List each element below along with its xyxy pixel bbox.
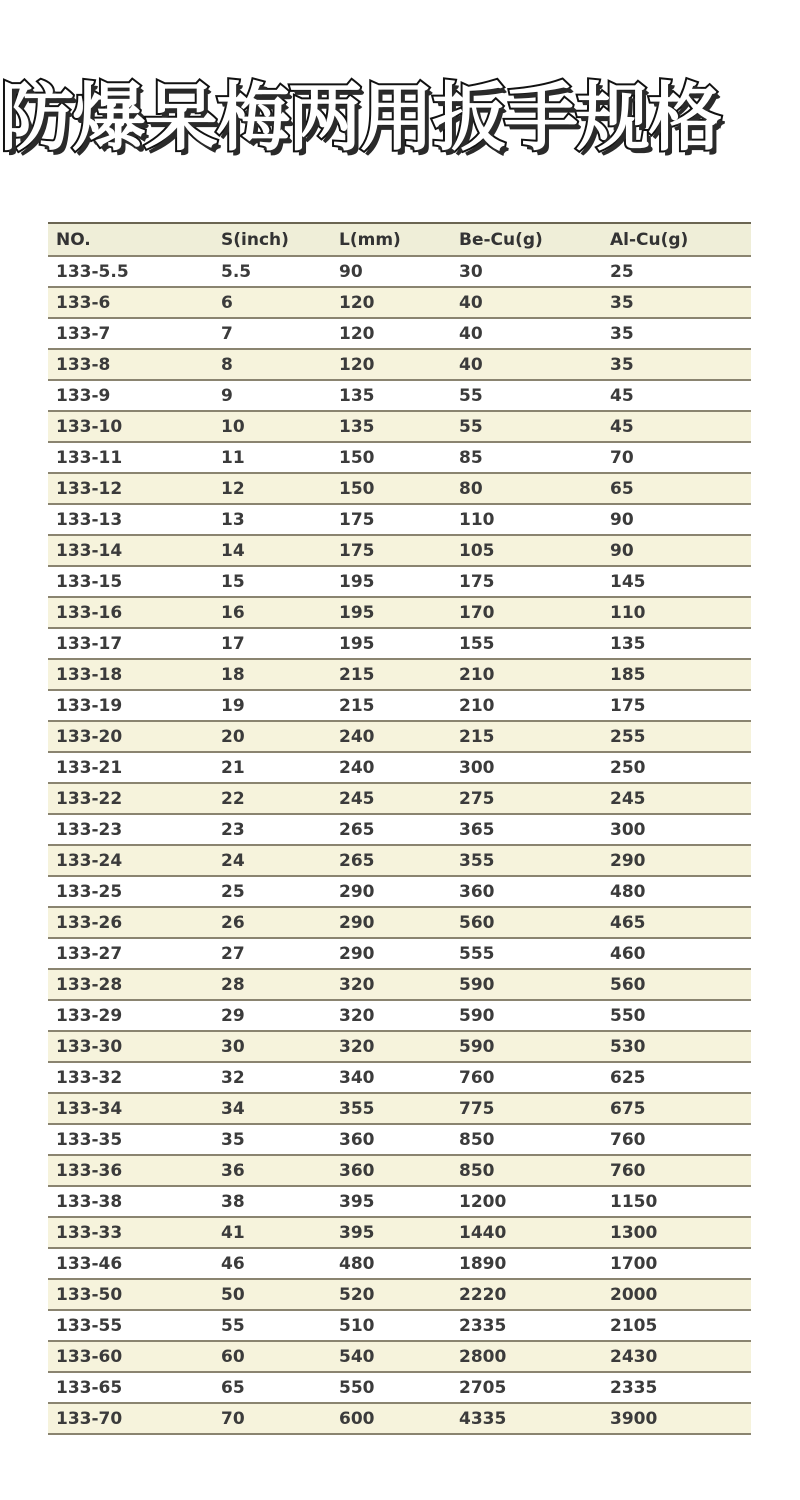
cell-no: 133-14 [48, 535, 213, 566]
cell-al-cu-weight: 465 [602, 907, 751, 938]
cell-al-cu-weight: 70 [602, 442, 751, 473]
cell-al-cu-weight: 1700 [602, 1248, 751, 1279]
cell-be-cu-weight: 2705 [451, 1372, 602, 1403]
cell-size: 34 [213, 1093, 331, 1124]
cell-no: 133-26 [48, 907, 213, 938]
table-row [48, 1248, 751, 1279]
cell-al-cu-weight: 25 [602, 256, 751, 287]
cell-no: 133-21 [48, 752, 213, 783]
cell-no: 133-55 [48, 1310, 213, 1341]
table-row [48, 504, 751, 535]
cell-al-cu-weight: 2000 [602, 1279, 751, 1310]
cell-be-cu-weight: 850 [451, 1124, 602, 1155]
cell-al-cu-weight: 675 [602, 1093, 751, 1124]
cell-be-cu-weight: 850 [451, 1155, 602, 1186]
table-header-row [48, 223, 751, 256]
cell-size: 55 [213, 1310, 331, 1341]
cell-length: 360 [331, 1124, 451, 1155]
cell-be-cu-weight: 275 [451, 783, 602, 814]
table-row [48, 473, 751, 504]
cell-al-cu-weight: 550 [602, 1000, 751, 1031]
cell-be-cu-weight: 2335 [451, 1310, 602, 1341]
cell-al-cu-weight: 45 [602, 380, 751, 411]
cell-size: 60 [213, 1341, 331, 1372]
table-header [48, 223, 751, 256]
spec-table [48, 222, 751, 1435]
cell-be-cu-weight: 210 [451, 690, 602, 721]
table-row [48, 1217, 751, 1248]
cell-no: 133-28 [48, 969, 213, 1000]
cell-size: 70 [213, 1403, 331, 1434]
cell-size: 19 [213, 690, 331, 721]
cell-no: 133-9 [48, 380, 213, 411]
cell-al-cu-weight: 90 [602, 504, 751, 535]
cell-length: 290 [331, 876, 451, 907]
cell-length: 600 [331, 1403, 451, 1434]
cell-length: 120 [331, 318, 451, 349]
cell-al-cu-weight: 1150 [602, 1186, 751, 1217]
cell-size: 20 [213, 721, 331, 752]
cell-length: 265 [331, 845, 451, 876]
table-row [48, 1000, 751, 1031]
cell-size: 15 [213, 566, 331, 597]
table-row [48, 318, 751, 349]
cell-al-cu-weight: 35 [602, 287, 751, 318]
table-row [48, 752, 751, 783]
table-row [48, 1155, 751, 1186]
cell-length: 195 [331, 566, 451, 597]
cell-size: 5.5 [213, 256, 331, 287]
cell-length: 320 [331, 1031, 451, 1062]
cell-size: 10 [213, 411, 331, 442]
cell-al-cu-weight: 45 [602, 411, 751, 442]
cell-al-cu-weight: 90 [602, 535, 751, 566]
cell-length: 320 [331, 969, 451, 1000]
cell-al-cu-weight: 245 [602, 783, 751, 814]
cell-be-cu-weight: 355 [451, 845, 602, 876]
cell-be-cu-weight: 1440 [451, 1217, 602, 1248]
cell-no: 133-11 [48, 442, 213, 473]
header-be-cu-weight: Be-Cu(g) [451, 223, 602, 256]
cell-size: 13 [213, 504, 331, 535]
cell-al-cu-weight: 250 [602, 752, 751, 783]
cell-size: 27 [213, 938, 331, 969]
cell-length: 195 [331, 597, 451, 628]
table-row [48, 287, 751, 318]
cell-no: 133-27 [48, 938, 213, 969]
table-row [48, 349, 751, 380]
table-row [48, 597, 751, 628]
cell-be-cu-weight: 590 [451, 1031, 602, 1062]
cell-length: 135 [331, 380, 451, 411]
cell-al-cu-weight: 530 [602, 1031, 751, 1062]
cell-size: 65 [213, 1372, 331, 1403]
cell-al-cu-weight: 460 [602, 938, 751, 969]
table-row [48, 876, 751, 907]
cell-length: 395 [331, 1217, 451, 1248]
cell-no: 133-24 [48, 845, 213, 876]
cell-size: 6 [213, 287, 331, 318]
cell-be-cu-weight: 105 [451, 535, 602, 566]
cell-length: 240 [331, 721, 451, 752]
cell-size: 41 [213, 1217, 331, 1248]
cell-be-cu-weight: 55 [451, 380, 602, 411]
table-row [48, 1062, 751, 1093]
cell-length: 355 [331, 1093, 451, 1124]
table-body [48, 256, 751, 1434]
cell-size: 14 [213, 535, 331, 566]
cell-no: 133-8 [48, 349, 213, 380]
cell-no: 133-50 [48, 1279, 213, 1310]
table-row [48, 1124, 751, 1155]
cell-length: 215 [331, 690, 451, 721]
cell-length: 120 [331, 349, 451, 380]
cell-no: 133-38 [48, 1186, 213, 1217]
cell-no: 133-5.5 [48, 256, 213, 287]
cell-no: 133-60 [48, 1341, 213, 1372]
cell-no: 133-25 [48, 876, 213, 907]
table-row [48, 783, 751, 814]
cell-be-cu-weight: 55 [451, 411, 602, 442]
cell-be-cu-weight: 110 [451, 504, 602, 535]
table-row [48, 907, 751, 938]
cell-be-cu-weight: 215 [451, 721, 602, 752]
cell-al-cu-weight: 35 [602, 349, 751, 380]
cell-length: 395 [331, 1186, 451, 1217]
cell-be-cu-weight: 590 [451, 1000, 602, 1031]
cell-no: 133-65 [48, 1372, 213, 1403]
table-row [48, 1403, 751, 1434]
table-row [48, 845, 751, 876]
cell-length: 510 [331, 1310, 451, 1341]
table-row [48, 1093, 751, 1124]
header-length: L(mm) [331, 223, 451, 256]
table-row [48, 1341, 751, 1372]
cell-no: 133-29 [48, 1000, 213, 1031]
table-row [48, 690, 751, 721]
cell-size: 11 [213, 442, 331, 473]
cell-be-cu-weight: 775 [451, 1093, 602, 1124]
cell-length: 150 [331, 442, 451, 473]
cell-al-cu-weight: 290 [602, 845, 751, 876]
cell-be-cu-weight: 85 [451, 442, 602, 473]
cell-size: 29 [213, 1000, 331, 1031]
cell-length: 340 [331, 1062, 451, 1093]
cell-length: 150 [331, 473, 451, 504]
table-row [48, 1031, 751, 1062]
cell-length: 480 [331, 1248, 451, 1279]
cell-be-cu-weight: 175 [451, 566, 602, 597]
cell-no: 133-15 [48, 566, 213, 597]
cell-be-cu-weight: 80 [451, 473, 602, 504]
table-row [48, 1310, 751, 1341]
cell-be-cu-weight: 300 [451, 752, 602, 783]
cell-length: 195 [331, 628, 451, 659]
cell-no: 133-13 [48, 504, 213, 535]
cell-al-cu-weight: 35 [602, 318, 751, 349]
table-row [48, 1372, 751, 1403]
cell-al-cu-weight: 2430 [602, 1341, 751, 1372]
cell-no: 133-36 [48, 1155, 213, 1186]
cell-al-cu-weight: 255 [602, 721, 751, 752]
table-row [48, 442, 751, 473]
table-row [48, 814, 751, 845]
header-size: S(inch) [213, 223, 331, 256]
cell-size: 36 [213, 1155, 331, 1186]
cell-no: 133-7 [48, 318, 213, 349]
cell-no: 133-32 [48, 1062, 213, 1093]
cell-no: 133-46 [48, 1248, 213, 1279]
cell-size: 8 [213, 349, 331, 380]
cell-al-cu-weight: 2105 [602, 1310, 751, 1341]
cell-length: 320 [331, 1000, 451, 1031]
cell-length: 175 [331, 535, 451, 566]
cell-be-cu-weight: 2800 [451, 1341, 602, 1372]
cell-length: 265 [331, 814, 451, 845]
cell-al-cu-weight: 185 [602, 659, 751, 690]
cell-be-cu-weight: 155 [451, 628, 602, 659]
cell-length: 245 [331, 783, 451, 814]
cell-size: 28 [213, 969, 331, 1000]
cell-be-cu-weight: 1200 [451, 1186, 602, 1217]
cell-no: 133-34 [48, 1093, 213, 1124]
table-row [48, 411, 751, 442]
cell-be-cu-weight: 40 [451, 349, 602, 380]
cell-al-cu-weight: 145 [602, 566, 751, 597]
table-row [48, 1186, 751, 1217]
cell-no: 133-70 [48, 1403, 213, 1434]
cell-be-cu-weight: 590 [451, 969, 602, 1000]
cell-no: 133-18 [48, 659, 213, 690]
cell-no: 133-35 [48, 1124, 213, 1155]
cell-size: 23 [213, 814, 331, 845]
cell-length: 135 [331, 411, 451, 442]
table-row [48, 659, 751, 690]
header-no: NO. [48, 223, 213, 256]
cell-al-cu-weight: 625 [602, 1062, 751, 1093]
table-row [48, 969, 751, 1000]
cell-length: 120 [331, 287, 451, 318]
cell-length: 540 [331, 1341, 451, 1372]
cell-be-cu-weight: 1890 [451, 1248, 602, 1279]
cell-no: 133-16 [48, 597, 213, 628]
cell-size: 7 [213, 318, 331, 349]
page-title: 防爆呆梅两用扳手规格 [0, 75, 720, 161]
cell-size: 21 [213, 752, 331, 783]
cell-size: 12 [213, 473, 331, 504]
cell-al-cu-weight: 1300 [602, 1217, 751, 1248]
table-row [48, 628, 751, 659]
cell-length: 290 [331, 907, 451, 938]
cell-length: 550 [331, 1372, 451, 1403]
cell-be-cu-weight: 30 [451, 256, 602, 287]
cell-no: 133-10 [48, 411, 213, 442]
cell-no: 133-17 [48, 628, 213, 659]
cell-be-cu-weight: 170 [451, 597, 602, 628]
table-row [48, 256, 751, 287]
cell-no: 133-30 [48, 1031, 213, 1062]
table-row [48, 380, 751, 411]
cell-size: 9 [213, 380, 331, 411]
cell-al-cu-weight: 480 [602, 876, 751, 907]
cell-al-cu-weight: 300 [602, 814, 751, 845]
cell-no: 133-22 [48, 783, 213, 814]
cell-al-cu-weight: 65 [602, 473, 751, 504]
cell-length: 90 [331, 256, 451, 287]
table-row [48, 566, 751, 597]
table-row [48, 535, 751, 566]
cell-be-cu-weight: 360 [451, 876, 602, 907]
cell-be-cu-weight: 2220 [451, 1279, 602, 1310]
cell-size: 22 [213, 783, 331, 814]
cell-al-cu-weight: 560 [602, 969, 751, 1000]
cell-size: 17 [213, 628, 331, 659]
cell-al-cu-weight: 760 [602, 1124, 751, 1155]
cell-size: 30 [213, 1031, 331, 1062]
table-row [48, 1279, 751, 1310]
cell-al-cu-weight: 135 [602, 628, 751, 659]
cell-be-cu-weight: 40 [451, 287, 602, 318]
cell-be-cu-weight: 760 [451, 1062, 602, 1093]
cell-length: 215 [331, 659, 451, 690]
cell-no: 133-12 [48, 473, 213, 504]
cell-size: 24 [213, 845, 331, 876]
cell-size: 25 [213, 876, 331, 907]
cell-size: 46 [213, 1248, 331, 1279]
cell-al-cu-weight: 175 [602, 690, 751, 721]
cell-size: 26 [213, 907, 331, 938]
cell-size: 18 [213, 659, 331, 690]
cell-length: 520 [331, 1279, 451, 1310]
cell-be-cu-weight: 40 [451, 318, 602, 349]
table-row [48, 721, 751, 752]
cell-length: 360 [331, 1155, 451, 1186]
cell-be-cu-weight: 210 [451, 659, 602, 690]
cell-size: 32 [213, 1062, 331, 1093]
table-row [48, 938, 751, 969]
cell-be-cu-weight: 560 [451, 907, 602, 938]
header-al-cu-weight: Al-Cu(g) [602, 223, 751, 256]
cell-be-cu-weight: 365 [451, 814, 602, 845]
cell-no: 133-20 [48, 721, 213, 752]
cell-length: 290 [331, 938, 451, 969]
cell-length: 175 [331, 504, 451, 535]
cell-no: 133-23 [48, 814, 213, 845]
cell-al-cu-weight: 3900 [602, 1403, 751, 1434]
cell-no: 133-19 [48, 690, 213, 721]
cell-be-cu-weight: 555 [451, 938, 602, 969]
cell-size: 50 [213, 1279, 331, 1310]
cell-no: 133-6 [48, 287, 213, 318]
cell-no: 133-33 [48, 1217, 213, 1248]
cell-size: 38 [213, 1186, 331, 1217]
cell-al-cu-weight: 2335 [602, 1372, 751, 1403]
cell-al-cu-weight: 110 [602, 597, 751, 628]
cell-be-cu-weight: 4335 [451, 1403, 602, 1434]
cell-length: 240 [331, 752, 451, 783]
cell-al-cu-weight: 760 [602, 1155, 751, 1186]
cell-size: 16 [213, 597, 331, 628]
cell-size: 35 [213, 1124, 331, 1155]
